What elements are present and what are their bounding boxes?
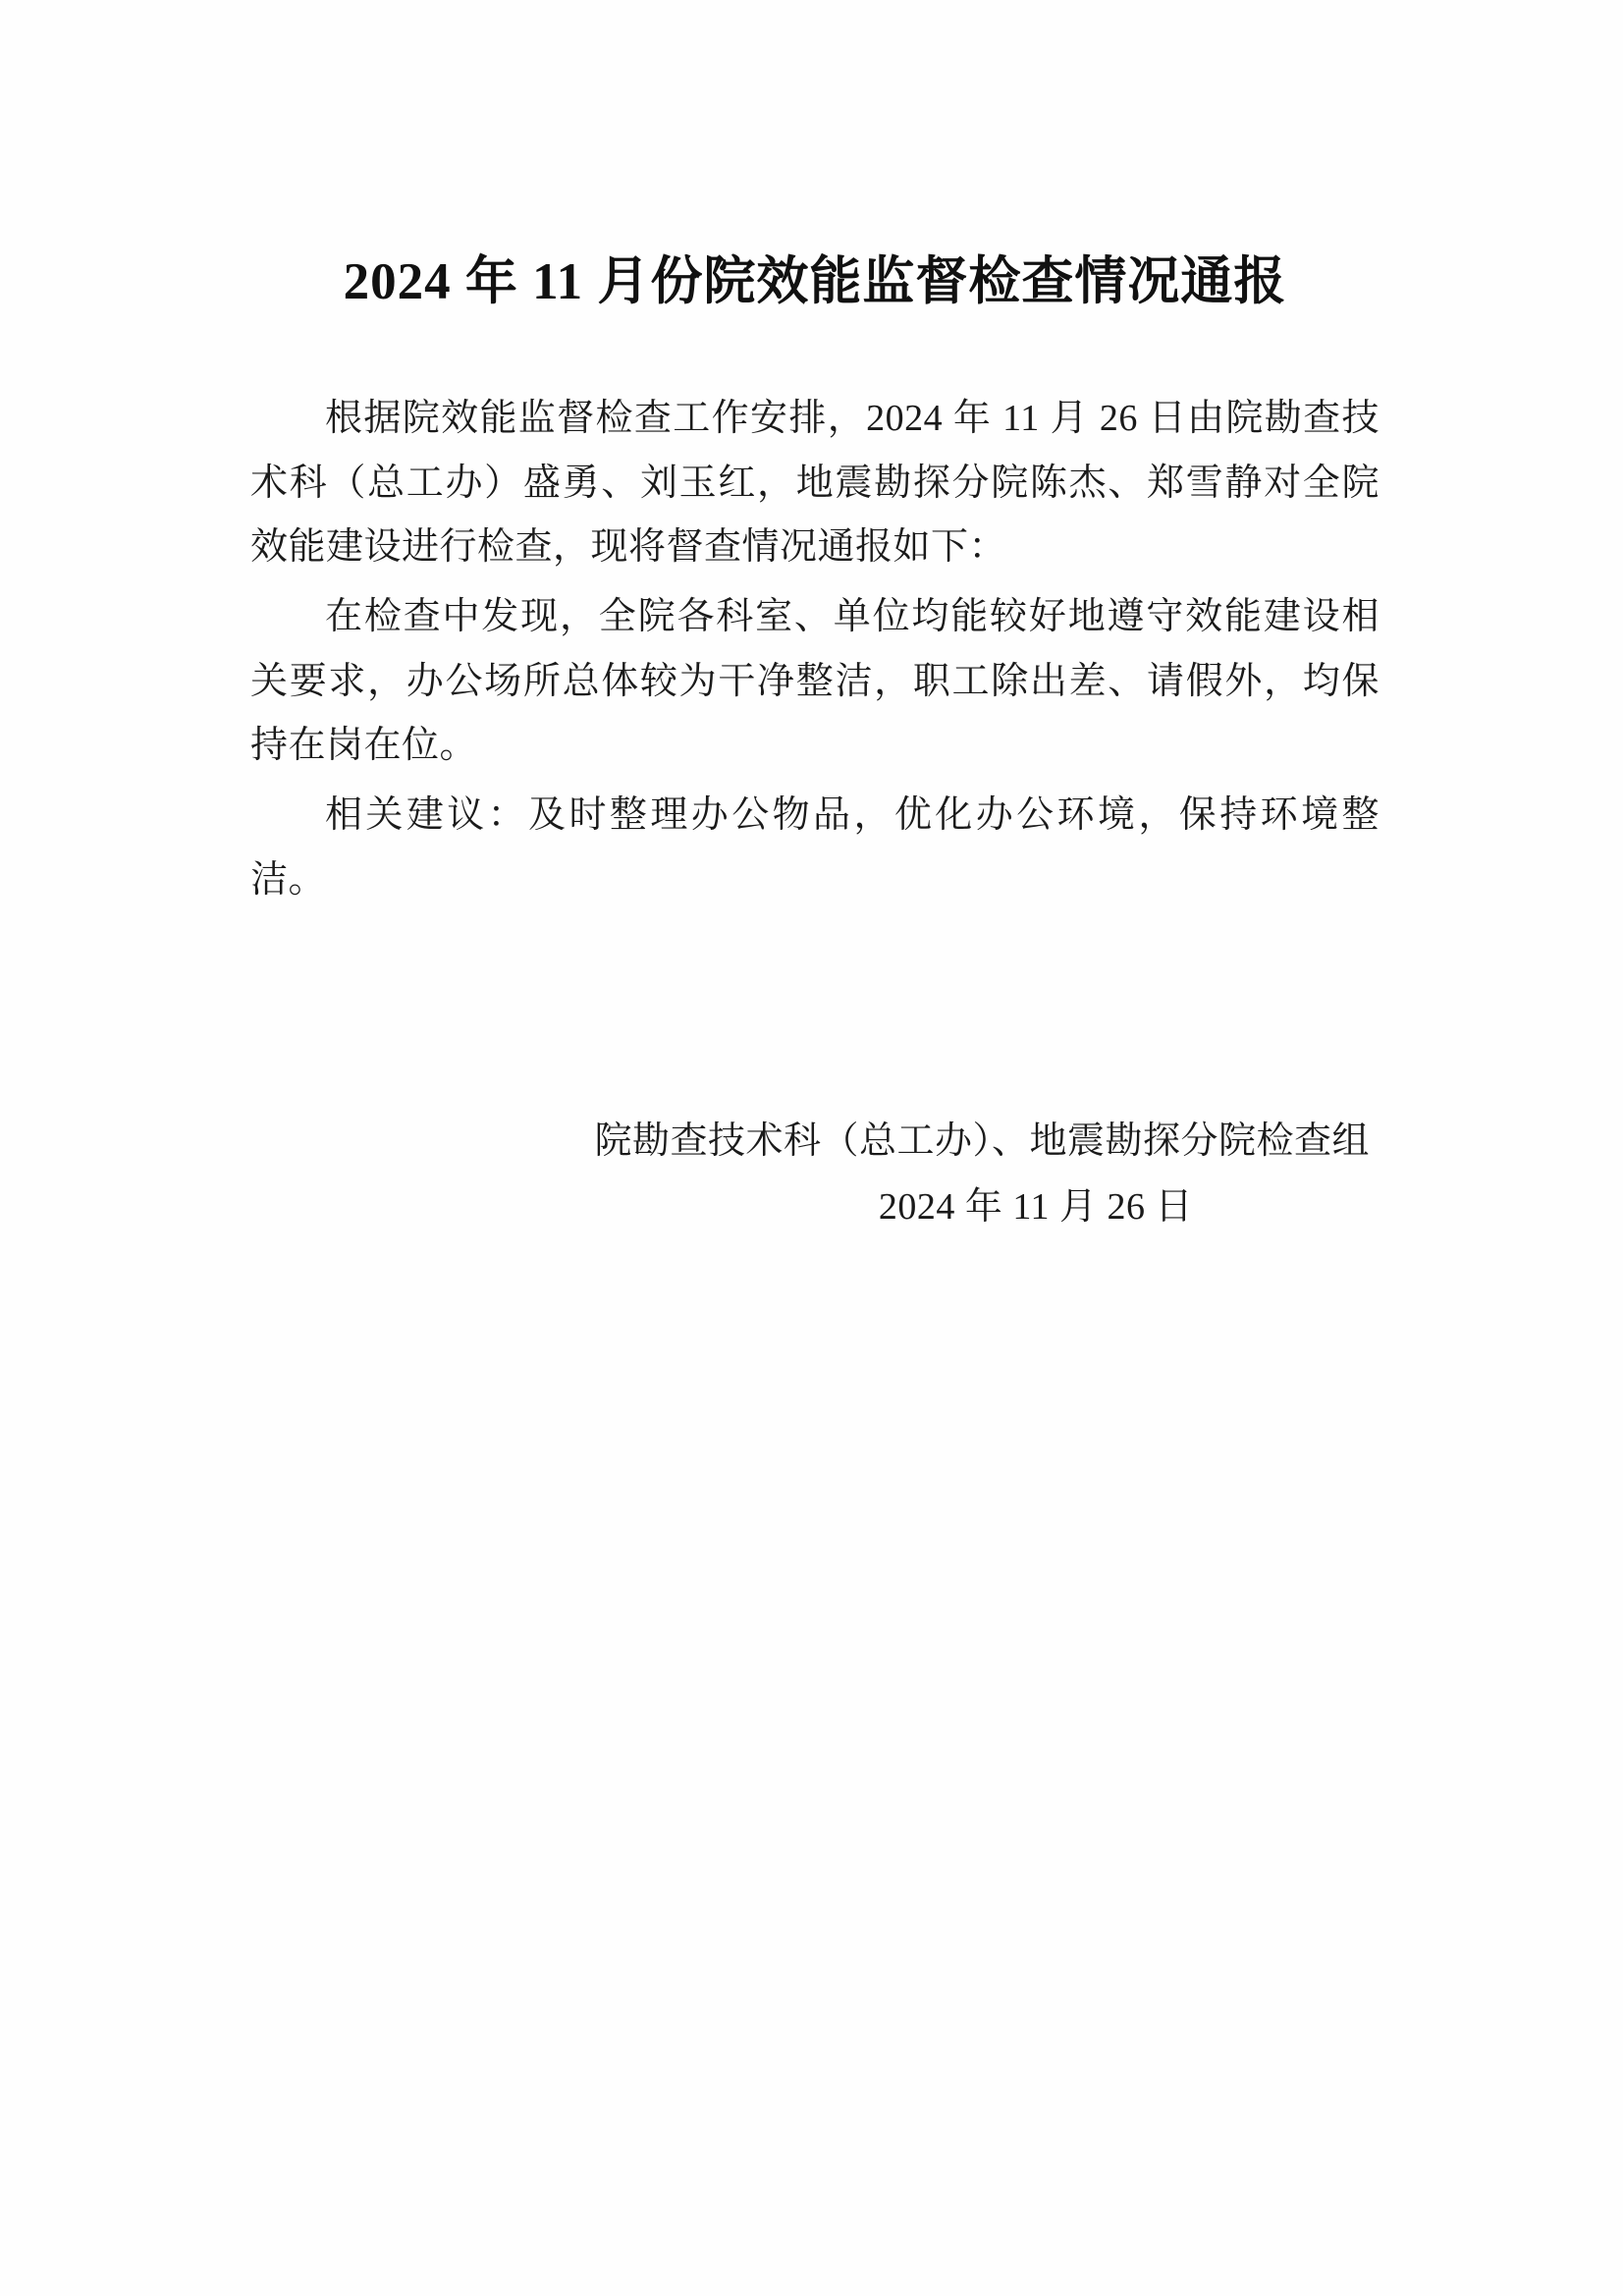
- signature-block: [250, 1109, 1380, 1239]
- document-content: [250, 246, 1380, 1239]
- body-paragraph-3: 相关建议：及时整理办公物品，优化办公环境，保持环境整洁。: [250, 794, 1380, 901]
- body-paragraph-2: 在检查中发现，全院各科室、单位均能较好地遵守效能建设相关要求，办公场所总体较为干净整洁，职工除出差、请假外，均保持在岗在位。: [250, 596, 1380, 766]
- signature-date: 2024 年 11 月 26 日: [878, 1185, 1193, 1228]
- body-paragraph-1: 根据院效能监督检查工作安排，2024 年 11 月 26 日由院勘查技术科（总工办）盛勇、刘玉红，地震勘探分院陈杰、郑雪静对全院效能建设进行检查，现将督查情况通报如下：: [250, 398, 1380, 568]
- page-title: 2024 年 11 月份院效能监督检查情况通报: [343, 253, 1287, 310]
- signature-issuer: 院勘查技术科（总工办）、地震勘探分院检查组: [594, 1121, 1370, 1163]
